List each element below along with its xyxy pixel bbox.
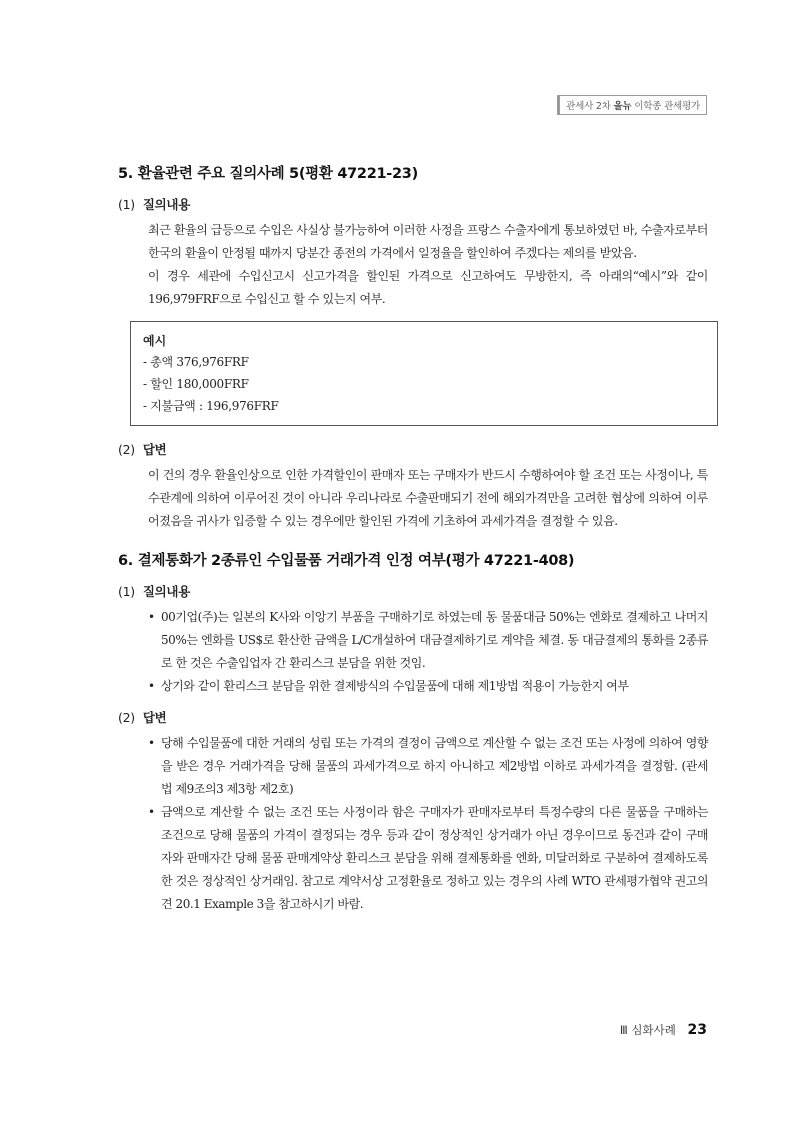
section-6-question-number: (1) xyxy=(118,584,135,599)
page-footer xyxy=(620,1022,707,1038)
list-item: • 당해 수입물품에 대한 거래의 성립 또는 가격의 결정이 금액으로 계산할 수 없는 조건 또는 사정에 의하여 영향을 받은 경우 거래가격을 당해 물품의 과세가격으로 하지 아니하고 제2방법 이하로 과세가격을 결정함. (관세법 제9조의3 제3항 제2호) xyxy=(148,732,708,801)
section-6-answer-list xyxy=(118,732,708,916)
header-bold: 올뉴 xyxy=(613,101,632,112)
section-5-answer-heading xyxy=(118,440,708,458)
section-5-answer-number: (2) xyxy=(118,442,135,457)
section-6-question-label: 질의내용 xyxy=(142,584,190,599)
section-5-answer-label: 답변 xyxy=(142,442,167,457)
example-title: 예시 xyxy=(143,334,167,348)
section-6-answer-heading xyxy=(118,708,708,726)
example-line-discount: - 할인 180,000FRF xyxy=(143,377,249,391)
section-6-question-heading xyxy=(118,582,708,600)
section-5-question-para-1: 최근 환율의 급등으로 수입은 사실상 불가능하여 이러한 사정을 프랑스 수출자에게 통보하였던 바, 수출자로부터 한국의 환율이 안정될 때까지 당분간 종전의 가격에서 일정율을 할인하여 주겠다는 제의를 받았음. xyxy=(148,223,708,260)
section-6-title: 6. 결제통화가 2종류인 수입물품 거래가격 인정 여부(평가 47221-408) xyxy=(118,553,575,569)
page-content xyxy=(118,162,708,916)
page-number: 23 xyxy=(687,1022,707,1038)
example-box xyxy=(130,321,718,426)
section-6-answer-label: 답변 xyxy=(142,710,167,725)
section-5-question-para-2: 이 경우 세관에 수입신고시 신고가격을 할인된 가격으로 신고하여도 무방한지, 즉 아래의“예시”와 같이 196,979FRF으로 수입신고 할 수 있는지 여부. xyxy=(148,269,708,306)
footer-chapter: Ⅲ 심화사례 xyxy=(619,1023,676,1037)
header-prefix: 관세사 2차 xyxy=(566,101,611,112)
section-5-question-label: 질의내용 xyxy=(142,197,190,212)
section-6-answer-number: (2) xyxy=(118,710,135,725)
example-line-payment: - 지불금액 : 196,976FRF xyxy=(143,399,279,413)
section-5-question-heading xyxy=(118,195,708,213)
list-item: • 금액으로 계산할 수 없는 조건 또는 사정이라 함은 구매자가 판매자로부터 특정수량의 다른 물품을 구매하는 조건으로 당해 물품의 가격이 결정되는 경우 등과 같이 정상적인 상거래가 아닌 경우이므로 동건과 같이 구매자와 판매자간 당해 물품 판매계약상 환리스크 분담을 위해 결제통화를 엔화, 미달러화로 구분하여 결제하도록 한 것은 정상적인 상거래임. 참고로 계약서상 고정환율로 정하고 있는 경우의 사례 WTO 관세평가협약 권고의견 20.1 Example 3을 참고하시기 바람. xyxy=(148,801,708,916)
list-item: • 상기와 같이 환리스크 분담을 위한 결제방식의 수입물품에 대해 제1방법 적용이 가능한지 여부 xyxy=(148,675,708,698)
running-header xyxy=(557,95,707,115)
section-5-answer-para: 이 건의 경우 환율인상으로 인한 가격할인이 판매자 또는 구매자가 반드시 수행하여야 할 조건 또는 사정이나, 특수관계에 의하여 이루어진 것이 아니라 우리나라로 수출판매되기 전에 해외가격만을 고려한 협상에 의하여 이루어졌음을 귀사가 입증할 수 있는 경우에만 할인된 가격에 기초하여 과세가격을 결정할 수 있음. xyxy=(148,468,708,528)
section-5-question-number: (1) xyxy=(118,197,135,212)
example-line-total: - 총액 376,976FRF xyxy=(143,355,249,369)
section-6-question-list xyxy=(118,606,708,698)
list-item: • 00기업(주)는 일본의 K사와 이앙기 부품을 구매하기로 하였는데 동 물품대금 50%는 엔화로 결제하고 나머지 50%는 엔화를 US$로 환산한 금액을 L/C개설하여 대금결제하기로 계약을 체결. 동 대금결제의 통화를 2종류로 한 것은 수출입업자 간 환리스크 분담을 위한 것임. xyxy=(148,606,708,675)
section-5-title: 5. 환율관련 주요 질의사례 5(평환 47221-23) xyxy=(118,166,418,182)
header-suffix: 이학종 관세평가 xyxy=(634,101,700,112)
